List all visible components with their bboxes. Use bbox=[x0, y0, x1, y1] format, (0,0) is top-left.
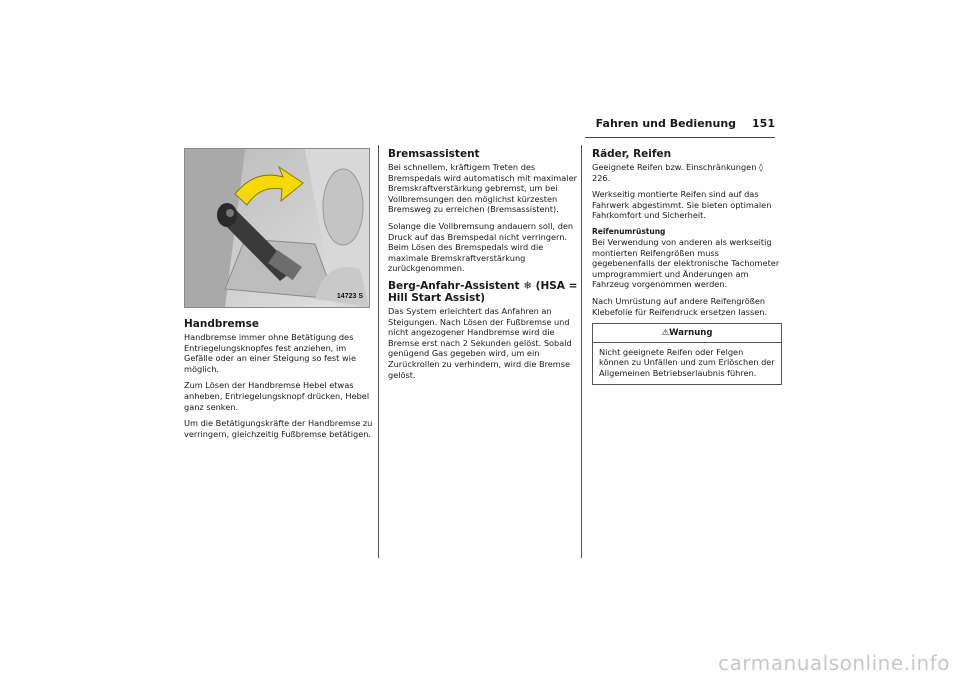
handbrake-illustration bbox=[185, 149, 369, 307]
column-divider-2 bbox=[581, 145, 582, 558]
heading-bremsassistent: Bremsassistent bbox=[388, 148, 480, 160]
column-bremsassistent bbox=[388, 148, 578, 386]
section-title: Fahren und Bedienung bbox=[595, 117, 737, 130]
page-number: 151 bbox=[752, 117, 775, 130]
paragraph: Solange die Vollbremsung andauern soll, den Druck auf das Bremspedal nicht verringern. Beim Lösen des Bremspedals wird die maximale Bremskraftverstärkung zurückgenommen. bbox=[388, 220, 574, 274]
handbrake-photo bbox=[184, 148, 370, 308]
column-divider-1 bbox=[378, 145, 379, 558]
paragraph: Bei schnellem, kräftigem Treten des Bremspedals wird automatisch mit maximaler Bremskraftverstärkung gebremst, um bei Vollbremsungen den möglichst kürzesten Bremsweg zu erreichen (Bremsassistent). bbox=[388, 162, 577, 215]
heading-handbremse: Handbremse bbox=[184, 318, 259, 330]
header-rule bbox=[585, 137, 775, 138]
column-raeder-reifen bbox=[592, 148, 782, 385]
warning-box bbox=[592, 323, 782, 384]
paragraph: Werkseitig montierte Reifen sind auf das Fahrwerk abgestimmt. Sie bieten optimalen Fahrkomfort und Sicherheit. bbox=[592, 189, 772, 221]
cross-reference-text: Geeignete Reifen bzw. Einschränkungen ◊ 226. bbox=[592, 162, 764, 183]
heading-raeder-reifen: Räder, Reifen bbox=[592, 148, 672, 160]
paragraph: Das System erleichtert das Anfahren an Steigungen. Nach Lösen der Fußbremse und nicht angezogener Handbremse wird die Bremse erst nach 2 Sekunden gelöst. Sobald genügend Gas gegeben wird, um ein Zurückrollen zu verhindern, wird die Bremse gelöst. bbox=[388, 305, 572, 380]
paragraph: Um die Betätigungskräfte der Handbremse zu verringern, gleichzeitig Fußbremse betätigen. bbox=[184, 418, 373, 439]
watermark-text: carmanualsonline.info bbox=[718, 651, 950, 675]
heading-hill-start-assist: Berg-Anfahr-Assistent ❄ (HSA = Hill Start Assist) bbox=[388, 279, 578, 304]
paragraph: Nach Umrüstung auf andere Reifengrößen Klebefolie für Reifendruck ersetzen lassen. bbox=[592, 295, 768, 317]
paragraph: Zum Lösen der Handbremse Hebel etwas anheben, Entriegelungsknopf drücken, Hebel ganz senken. bbox=[184, 380, 370, 412]
paragraph: Handbremse immer ohne Betätigung des Entriegelungsknopfes fest anziehen, im Gefälle oder an einer Steigung so fest wie möglich. bbox=[184, 332, 356, 374]
column-handbremse bbox=[184, 148, 374, 445]
image-reference-number: 14723 S bbox=[336, 293, 363, 301]
paragraph: Bei Verwendung von anderen als werkseitig montierten Reifengrößen muss gegebenenfalls der elektronische Tachometer umprogrammiert und Änderungen am Fahrzeug vorgenommen werden. bbox=[592, 236, 780, 290]
page-header bbox=[585, 117, 775, 135]
warning-title: ⚠Warnung bbox=[593, 324, 781, 343]
warning-text: Nicht geeignete Reifen oder Felgen können zu Unfällen und zum Erlöschen der Allgemeinen Betriebserlaubnis führen. bbox=[599, 346, 775, 378]
subheading-reifenumruestung: Reifenumrüstung bbox=[592, 226, 666, 236]
